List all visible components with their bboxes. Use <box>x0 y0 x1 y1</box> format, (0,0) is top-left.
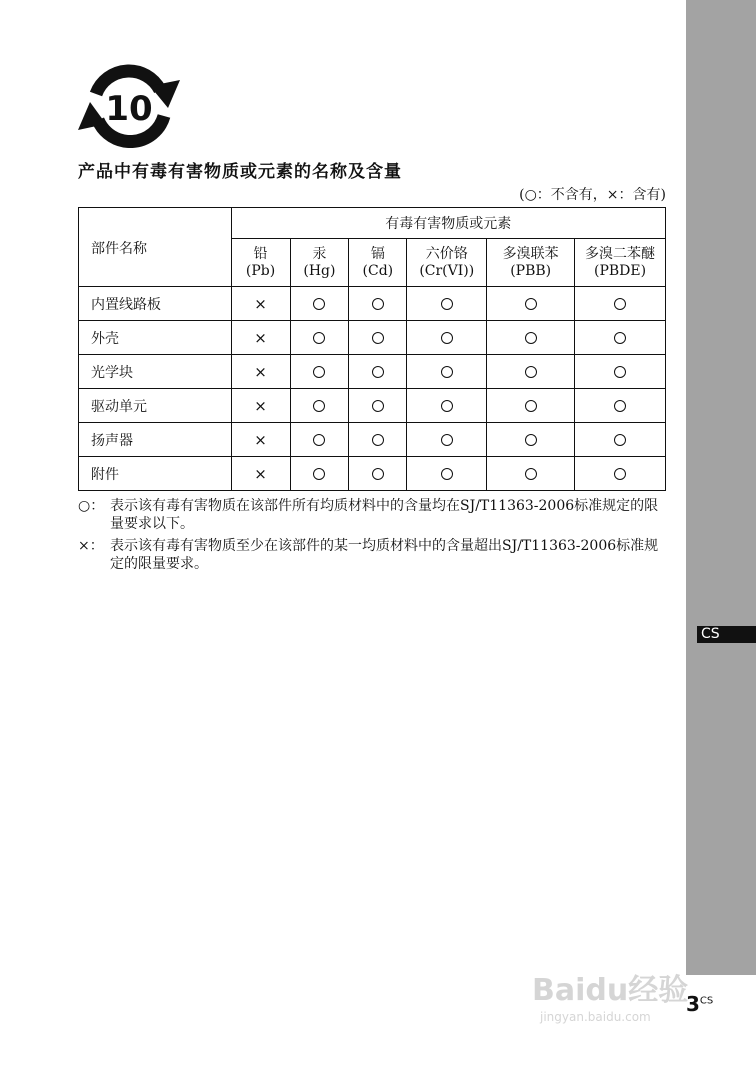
mark-cell <box>575 389 666 423</box>
not-contained-mark <box>614 400 626 412</box>
mark-cell <box>487 457 575 491</box>
mark-cell <box>290 355 349 389</box>
not-contained-mark <box>525 400 537 412</box>
table-row <box>79 389 666 423</box>
not-contained-mark <box>313 298 325 310</box>
watermark-logo: Baidu经验 <box>532 973 689 1008</box>
substance-name: 镉 <box>370 245 385 262</box>
not-contained-mark <box>441 332 453 344</box>
contained-mark: × <box>254 362 267 381</box>
not-contained-mark <box>525 434 537 446</box>
mark-cell <box>407 287 487 321</box>
legend-key: (○：不含有，×：含有) <box>519 187 666 203</box>
mark-cell <box>487 389 575 423</box>
not-contained-mark <box>372 468 384 480</box>
mark-cell <box>349 287 407 321</box>
mark-cell <box>231 457 290 491</box>
mark-cell <box>349 321 407 355</box>
contained-mark: × <box>254 430 267 449</box>
mark-cell <box>487 423 575 457</box>
mark-cell <box>231 355 290 389</box>
mark-cell <box>349 423 407 457</box>
mark-cell <box>575 287 666 321</box>
mark-cell <box>487 355 575 389</box>
mark-cell <box>231 389 290 423</box>
mark-cell <box>407 321 487 355</box>
not-contained-mark <box>441 400 453 412</box>
substance-name: 六价铬 <box>425 245 468 262</box>
part-name-header: 部件名称 <box>79 208 232 287</box>
note-text: 表示该有毒有害物质在该部件所有均质材料中的含量均在SJ/T11363-2006标准规定的限量要求以下。 <box>110 498 659 532</box>
substance-symbol: (Pb) <box>245 262 276 279</box>
page-number <box>686 992 713 1016</box>
notes <box>78 497 663 577</box>
not-contained-mark <box>614 332 626 344</box>
substance-header <box>349 239 407 287</box>
mark-cell <box>575 355 666 389</box>
mark-cell <box>290 321 349 355</box>
environment-protection-use-period-icon <box>76 60 182 150</box>
substance-name: 汞 <box>312 245 327 262</box>
note-symbol: ○： <box>78 498 105 514</box>
not-contained-mark <box>614 298 626 310</box>
mark-cell <box>231 287 290 321</box>
substance-name: 铅 <box>253 245 268 262</box>
substance-symbol: (Hg) <box>303 262 336 279</box>
contained-mark: × <box>254 396 267 415</box>
not-contained-mark <box>372 332 384 344</box>
substance-name: 多溴联苯 <box>502 245 559 262</box>
substance-header <box>575 239 666 287</box>
note-symbol: ×： <box>78 538 104 554</box>
mark-cell <box>575 423 666 457</box>
page-number-value: 3 <box>686 992 700 1016</box>
table-row <box>79 287 666 321</box>
not-contained-mark <box>313 366 325 378</box>
not-contained-mark <box>372 366 384 378</box>
contained-mark: × <box>254 464 267 483</box>
mark-cell <box>290 423 349 457</box>
mark-cell <box>349 355 407 389</box>
mark-cell <box>349 389 407 423</box>
substance-symbol: (Cd) <box>362 262 394 279</box>
mark-cell <box>407 389 487 423</box>
substance-symbol: (PBB) <box>510 262 552 279</box>
not-contained-mark <box>313 400 325 412</box>
not-contained-mark <box>525 332 537 344</box>
substance-name: 多溴二苯醚 <box>585 245 656 262</box>
not-contained-mark <box>372 434 384 446</box>
not-contained-mark <box>441 298 453 310</box>
not-contained-mark <box>441 468 453 480</box>
contained-mark: × <box>254 328 267 347</box>
mark-cell <box>231 423 290 457</box>
mark-cell <box>290 389 349 423</box>
substance-group-header: 有毒有害物质或元素 <box>231 208 665 239</box>
note-contained <box>78 537 663 573</box>
substance-header <box>407 239 487 287</box>
part-name: 光学块 <box>79 355 232 389</box>
table-row <box>79 423 666 457</box>
mark-cell <box>407 457 487 491</box>
note-text: 表示该有毒有害物质至少在该部件的某一均质材料中的含量超出SJ/T11363-2006标准规定的限量要求。 <box>110 538 659 572</box>
substance-symbol: (PBDE) <box>594 262 647 279</box>
mark-cell <box>575 321 666 355</box>
not-contained-mark <box>614 468 626 480</box>
not-contained-mark <box>313 434 325 446</box>
substance-symbol: (Cr(VI)) <box>419 262 475 279</box>
not-contained-mark <box>525 366 537 378</box>
watermark-url: jingyan.baidu.com <box>540 1010 651 1024</box>
part-name: 扬声器 <box>79 423 232 457</box>
note-not-contained <box>78 497 663 533</box>
not-contained-mark <box>372 298 384 310</box>
mark-cell <box>290 287 349 321</box>
mark-cell <box>349 457 407 491</box>
not-contained-mark <box>372 400 384 412</box>
substance-header <box>231 239 290 287</box>
mark-cell <box>487 287 575 321</box>
table-row <box>79 321 666 355</box>
not-contained-mark <box>441 366 453 378</box>
not-contained-mark <box>614 434 626 446</box>
substance-table <box>78 207 666 491</box>
contained-mark: × <box>254 294 267 313</box>
not-contained-mark <box>313 332 325 344</box>
side-strip <box>686 0 756 975</box>
not-contained-mark <box>313 468 325 480</box>
part-name: 内置线路板 <box>79 287 232 321</box>
language-tab: CS <box>697 626 756 643</box>
table-row <box>79 457 666 491</box>
substance-header <box>487 239 575 287</box>
part-name: 外壳 <box>79 321 232 355</box>
mark-cell <box>575 457 666 491</box>
part-name: 附件 <box>79 457 232 491</box>
substance-header <box>290 239 349 287</box>
page-title: 产品中有毒有害物质或元素的名称及含量 <box>78 162 402 182</box>
not-contained-mark <box>525 468 537 480</box>
page-number-suffix: CS <box>699 995 714 1007</box>
not-contained-mark <box>525 298 537 310</box>
not-contained-mark <box>441 434 453 446</box>
table-row <box>79 355 666 389</box>
mark-cell <box>290 457 349 491</box>
not-contained-mark <box>614 366 626 378</box>
mark-cell <box>407 423 487 457</box>
logo-number: 10 <box>105 89 153 129</box>
mark-cell <box>487 321 575 355</box>
part-name: 驱动单元 <box>79 389 232 423</box>
mark-cell <box>407 355 487 389</box>
mark-cell <box>231 321 290 355</box>
